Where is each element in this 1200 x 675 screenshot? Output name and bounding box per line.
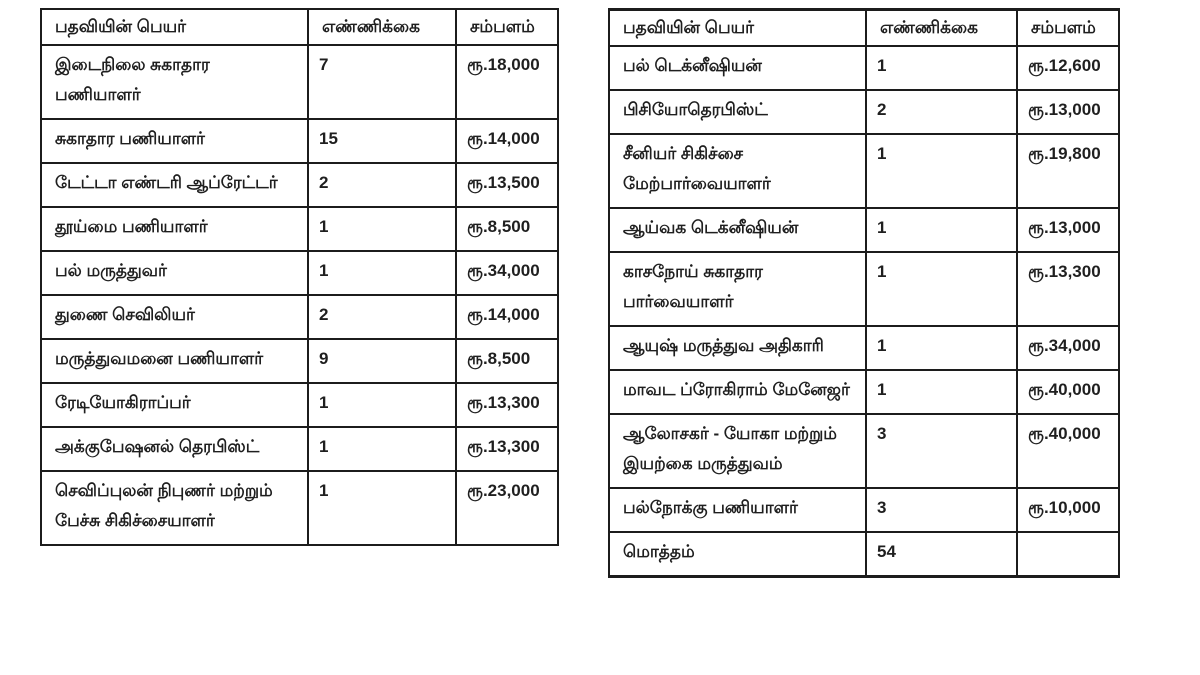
count-cell: 3 — [866, 488, 1017, 532]
salary-cell: ரூ.13,000 — [1017, 90, 1119, 134]
count-cell: 1 — [308, 383, 456, 427]
col-header-salary: சம்பளம் — [1017, 10, 1119, 47]
post-name-cell: பிசியோதெரபிஸ்ட் — [609, 90, 866, 134]
salary-cell: ரூ.19,800 — [1017, 134, 1119, 208]
post-name-cell: துணை செவிலியர் — [41, 295, 308, 339]
col-header-post-name: பதவியின் பெயர் — [41, 9, 308, 45]
count-cell: 1 — [308, 251, 456, 295]
table-row — [41, 45, 558, 119]
table-row — [41, 295, 558, 339]
table-row — [609, 208, 1119, 252]
table-row — [41, 339, 558, 383]
total-label-cell: மொத்தம் — [609, 532, 866, 577]
salary-cell: ரூ.13,300 — [456, 383, 558, 427]
post-name-cell: ஆய்வக டெக்னீஷியன் — [609, 208, 866, 252]
table-row — [609, 326, 1119, 370]
post-name-cell: ஆயுஷ் மருத்துவ அதிகாரி — [609, 326, 866, 370]
post-name-cell: செவிப்புலன் நிபுணர் மற்றும் பேச்சு சிகிச்சையாளர் — [41, 471, 308, 545]
post-name-cell: மாவட ப்ரோகிராம் மேனேஜர் — [609, 370, 866, 414]
salary-cell: ரூ.23,000 — [456, 471, 558, 545]
table-row — [41, 383, 558, 427]
table-row — [609, 134, 1119, 208]
salary-cell: ரூ.14,000 — [456, 295, 558, 339]
salary-cell: ரூ.40,000 — [1017, 414, 1119, 488]
post-name-cell: பல் டெக்னீஷியன் — [609, 46, 866, 90]
col-header-post-name: பதவியின் பெயர் — [609, 10, 866, 47]
salary-cell: ரூ.8,500 — [456, 207, 558, 251]
post-name-cell: அக்குபேஷனல் தெரபிஸ்ட் — [41, 427, 308, 471]
count-cell: 1 — [866, 252, 1017, 326]
table-row — [609, 370, 1119, 414]
post-name-cell: பல்நோக்கு பணியாளர் — [609, 488, 866, 532]
header-row — [41, 9, 558, 45]
table-row — [609, 46, 1119, 90]
post-name-cell: தூய்மை பணியாளர் — [41, 207, 308, 251]
post-name-cell: சீனியர் சிகிச்சை மேற்பார்வையாளர் — [609, 134, 866, 208]
count-cell: 3 — [866, 414, 1017, 488]
post-name-cell: இடைநிலை சுகாதார பணியாளர் — [41, 45, 308, 119]
table-row — [41, 119, 558, 163]
count-cell: 1 — [308, 427, 456, 471]
salary-cell: ரூ.13,300 — [1017, 252, 1119, 326]
count-cell: 15 — [308, 119, 456, 163]
salary-cell: ரூ.10,000 — [1017, 488, 1119, 532]
count-cell: 7 — [308, 45, 456, 119]
count-cell: 2 — [308, 163, 456, 207]
post-name-cell: சுகாதார பணியாளர் — [41, 119, 308, 163]
salary-cell: ரூ.40,000 — [1017, 370, 1119, 414]
count-cell: 9 — [308, 339, 456, 383]
salary-cell: ரூ.34,000 — [1017, 326, 1119, 370]
col-header-count: எண்ணிக்கை — [308, 9, 456, 45]
salary-cell: ரூ.13,300 — [456, 427, 558, 471]
salary-cell: ரூ.12,600 — [1017, 46, 1119, 90]
salary-cell: ரூ.8,500 — [456, 339, 558, 383]
table-row — [609, 90, 1119, 134]
table-row — [41, 163, 558, 207]
salary-cell: ரூ.13,000 — [1017, 208, 1119, 252]
post-name-cell: ஆலோசகர் - யோகா மற்றும் இயற்கை மருத்துவம் — [609, 414, 866, 488]
total-count-cell: 54 — [866, 532, 1017, 577]
table-row — [41, 207, 558, 251]
count-cell: 1 — [866, 326, 1017, 370]
count-cell: 2 — [308, 295, 456, 339]
count-cell: 1 — [308, 471, 456, 545]
count-cell: 2 — [866, 90, 1017, 134]
salary-cell: ரூ.13,500 — [456, 163, 558, 207]
left-staff-table — [40, 8, 559, 546]
salary-cell: ரூ.34,000 — [456, 251, 558, 295]
post-name-cell: பல் மருத்துவர் — [41, 251, 308, 295]
table-row — [609, 414, 1119, 488]
count-cell: 1 — [866, 134, 1017, 208]
count-cell: 1 — [866, 370, 1017, 414]
table-row — [609, 252, 1119, 326]
count-cell: 1 — [866, 46, 1017, 90]
table-row total-row — [609, 532, 1119, 577]
table-row — [41, 427, 558, 471]
post-name-cell: காசநோய் சுகாதார பார்வையாளர் — [609, 252, 866, 326]
table-row — [41, 251, 558, 295]
right-staff-table — [608, 8, 1120, 578]
header-row — [609, 10, 1119, 47]
total-salary-cell — [1017, 532, 1119, 577]
post-name-cell: டேட்டா எண்டரி ஆப்ரேட்டர் — [41, 163, 308, 207]
table-row — [609, 488, 1119, 532]
col-header-salary: சம்பளம் — [456, 9, 558, 45]
count-cell: 1 — [866, 208, 1017, 252]
col-header-count: எண்ணிக்கை — [866, 10, 1017, 47]
post-name-cell: ரேடியோகிராப்பர் — [41, 383, 308, 427]
count-cell: 1 — [308, 207, 456, 251]
table-row — [41, 471, 558, 545]
post-name-cell: மருத்துவமனை பணியாளர் — [41, 339, 308, 383]
salary-cell: ரூ.18,000 — [456, 45, 558, 119]
salary-cell: ரூ.14,000 — [456, 119, 558, 163]
